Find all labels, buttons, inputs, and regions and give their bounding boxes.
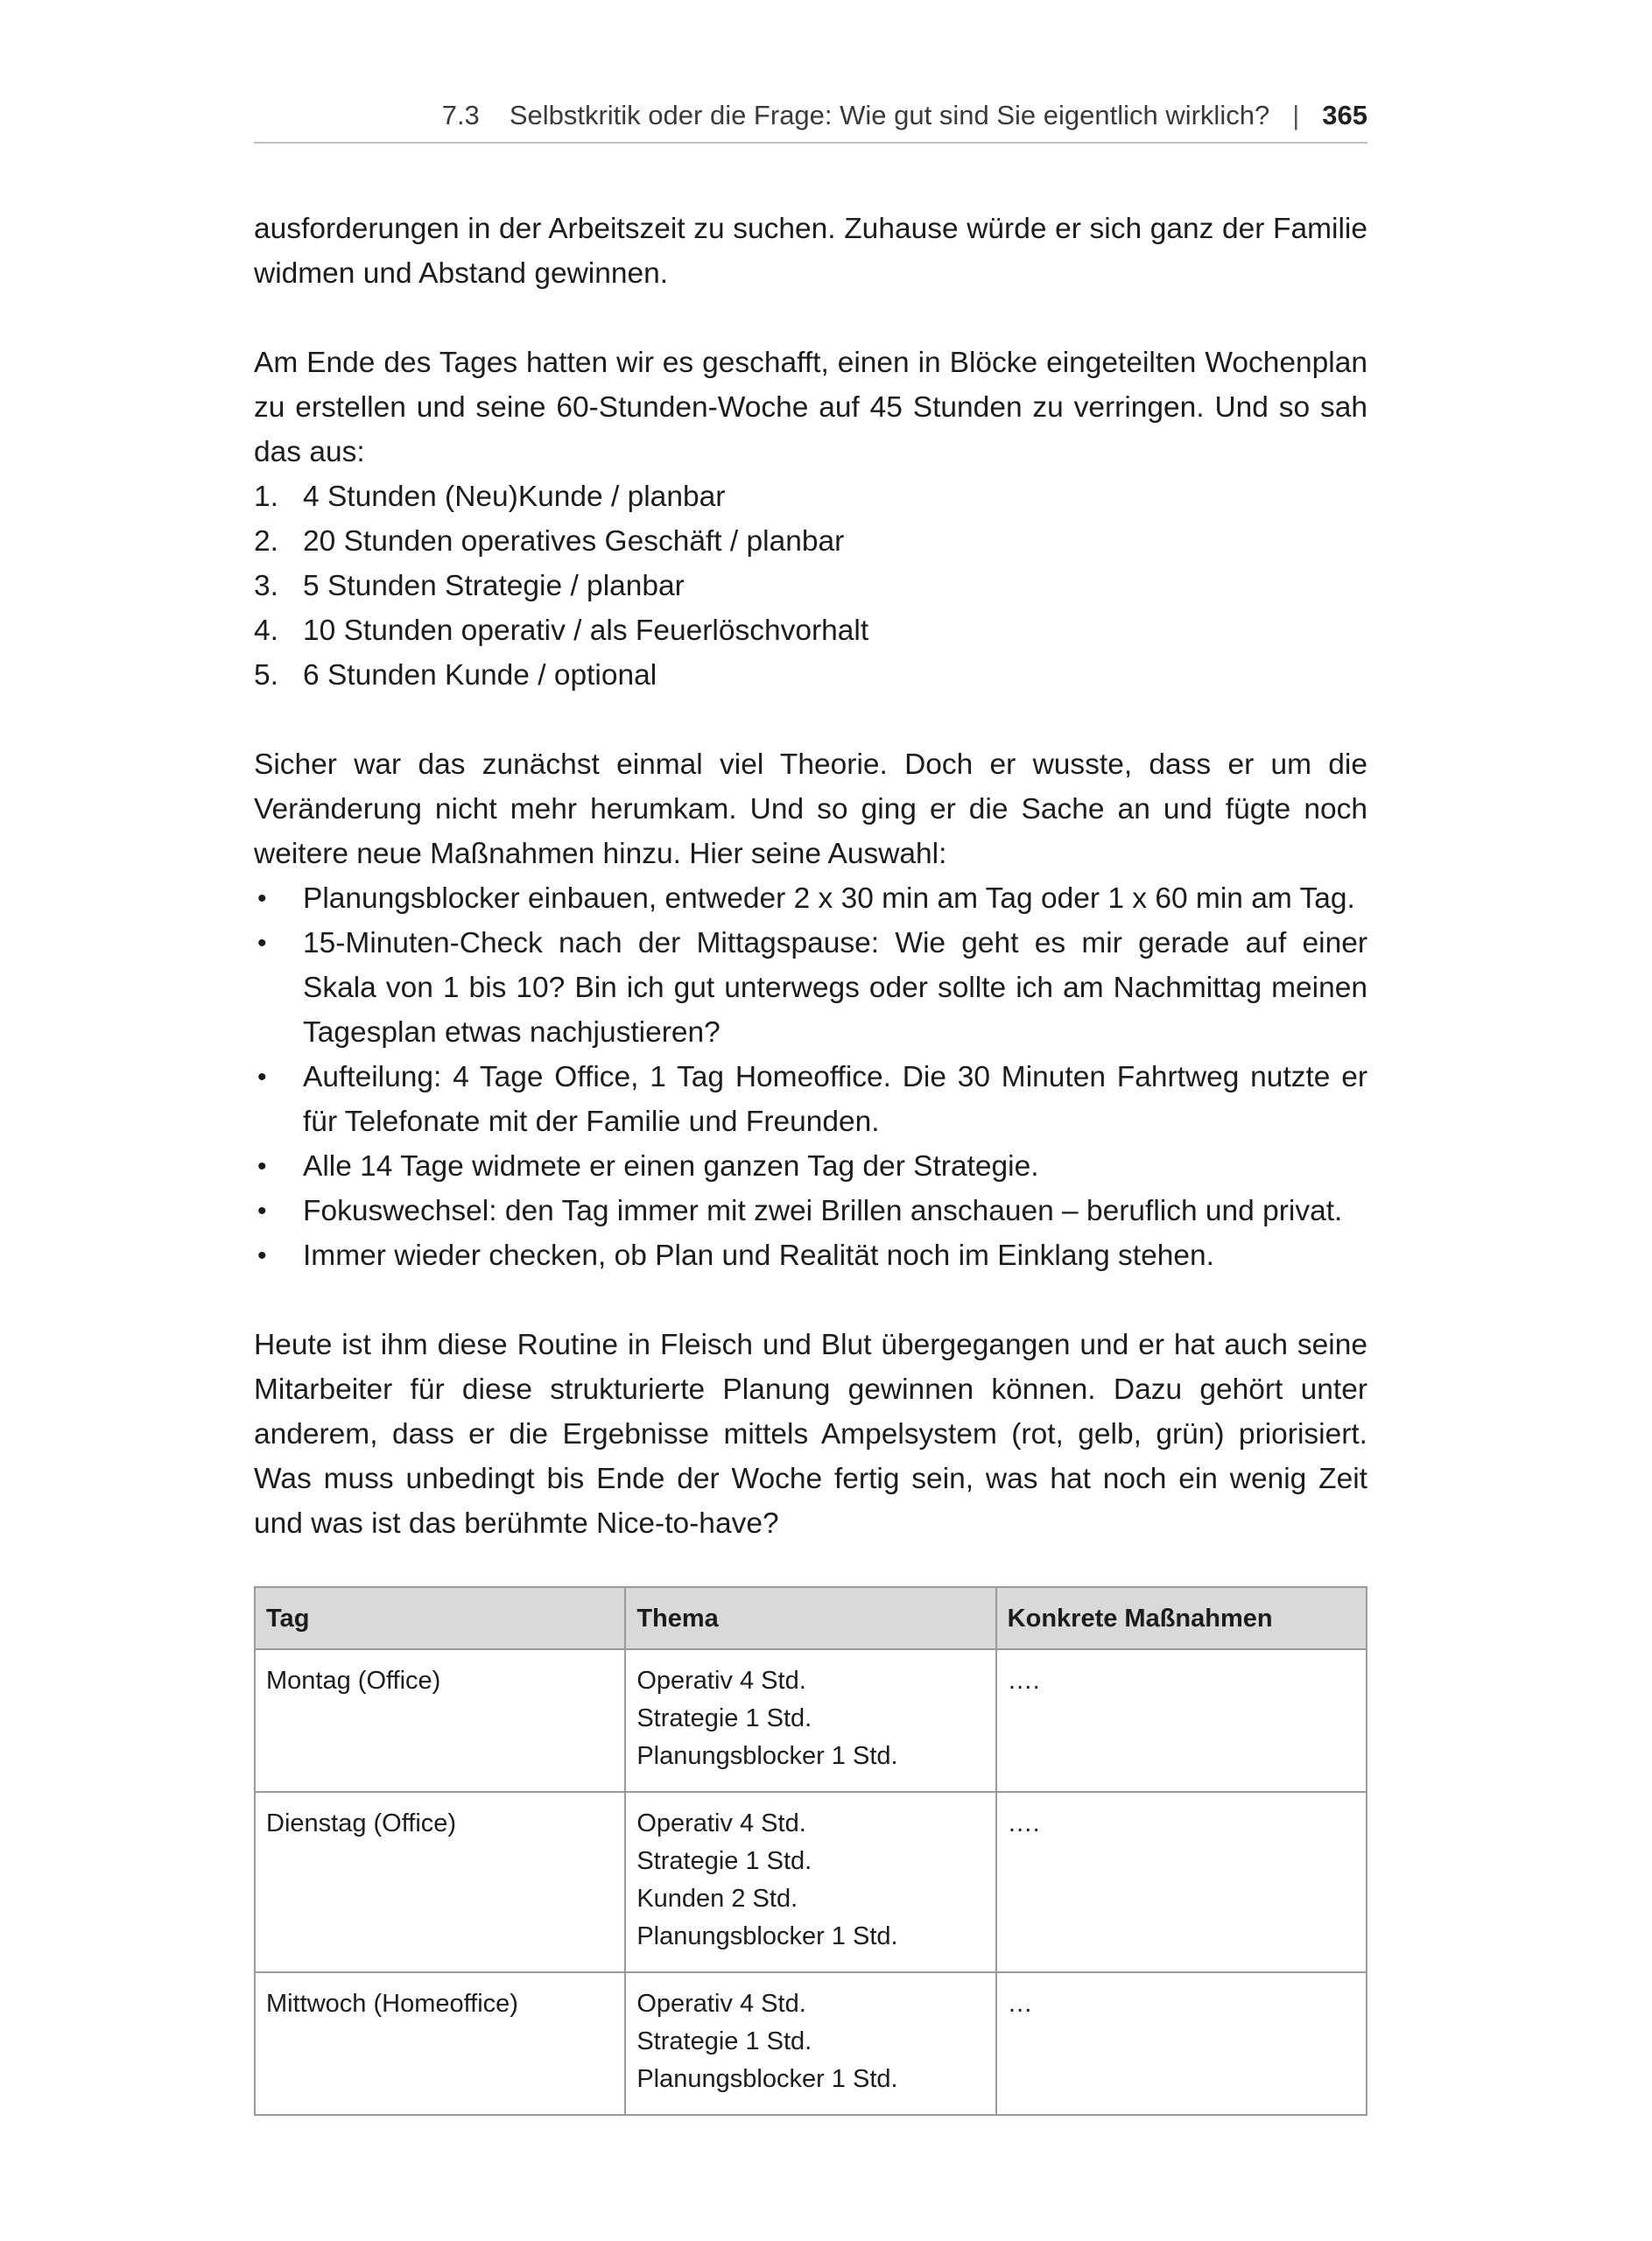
column-header: Konkrete Maßnahmen	[996, 1587, 1367, 1649]
list-item: • Fokuswechsel: den Tag immer mit zwei Brillen anschauen – beruflich und privat.	[257, 1195, 1343, 1227]
hours-list	[254, 474, 1367, 698]
measures-list	[254, 876, 1367, 1278]
table-row	[255, 1649, 1367, 1792]
section-title: Selbstkritik oder die Frage: Wie gut sind Sie eigentlich wirklich?	[509, 100, 1270, 130]
list-item: 2. 20 Stunden operatives Geschäft / planbar	[254, 525, 845, 558]
cell-topic: Operativ 4 Std. Strategie 1 Std. Planungsblocker 1 Std.	[625, 1649, 995, 1792]
list-item: 3. 5 Stunden Strategie / planbar	[254, 570, 685, 602]
weekly-plan-table	[254, 1586, 1367, 2116]
list-item: • 15-Minuten-Check nach der Mittagspause: Wie geht es mir gerade auf einer Skala von 1 bis 10? Bin ich gut unterwegs oder sollte ich am Nachmittag meinen Tagesplan etwas nachjustieren?	[257, 927, 1367, 1049]
cell-topic: Operativ 4 Std. Strategie 1 Std. Kunden 2 Std. Planungsblocker 1 Std.	[625, 1792, 995, 1972]
cell-measures: ….	[996, 1649, 1367, 1792]
page-number: 365	[1322, 100, 1367, 130]
column-header: Thema	[625, 1587, 995, 1649]
body-text	[254, 207, 1367, 1546]
column-header: Tag	[255, 1587, 625, 1649]
list-item: 4. 10 Stunden operativ / als Feuerlöschvorhalt	[254, 615, 869, 647]
cell-day: Dienstag (Office)	[255, 1792, 625, 1972]
list-item: 5. 6 Stunden Kunde / optional	[254, 659, 657, 692]
table-row	[255, 1972, 1367, 2115]
cell-day: Montag (Office)	[255, 1649, 625, 1792]
table-header-row	[255, 1587, 1367, 1649]
list-item: • Immer wieder checken, ob Plan und Realität noch im Einklang stehen.	[257, 1240, 1214, 1272]
table-row	[255, 1792, 1367, 1972]
list-item: • Alle 14 Tage widmete er einen ganzen Tag der Strategie.	[257, 1150, 1039, 1183]
paragraph-weekly-plan-intro: Am Ende des Tages hatten wir es geschafft, einen in Blöcke eingeteilten Wochenplan zu erstellen und seine 60-Stunden-Woche auf 45 Stunden zu verringen. Und so sah das aus:	[254, 347, 1367, 468]
list-item: • Planungsblocker einbauen, entweder 2 x 30 min am Tag oder 1 x 60 min am Tag.	[257, 882, 1355, 915]
section-number: 7.3	[441, 100, 480, 130]
cell-day: Mittwoch (Homeoffice)	[255, 1972, 625, 2115]
paragraph-continuation: ausforderungen in der Arbeitszeit zu suchen. Zuhause würde er sich ganz der Familie widmen und Abstand gewinnen.	[254, 213, 1367, 290]
cell-measures: …	[996, 1972, 1367, 2115]
paragraph-routine: Heute ist ihm diese Routine in Fleisch und Blut übergegangen und er hat auch seine Mitarbeiter für diese strukturierte Planung gewinnen können. Dazu gehört unter anderem, dass er die Ergebnisse mittels Ampelsystem (rot, gelb, grün) priorisiert. Was muss unbedingt bis Ende der Woche fertig sein, was hat noch ein wenig Zeit und was ist das berühmte Nice-to-have?	[254, 1329, 1367, 1540]
header-separator: |	[1292, 100, 1300, 130]
cell-topic: Operativ 4 Std. Strategie 1 Std. Planungsblocker 1 Std.	[625, 1972, 995, 2115]
cell-measures: ….	[996, 1792, 1367, 1972]
running-header	[254, 98, 1367, 144]
paragraph-measures-intro: Sicher war das zunächst einmal viel Theorie. Doch er wusste, dass er um die Veränderung nicht mehr herumkam. Und so ging er die Sache an und fügte noch weitere neue Maßnahmen hinzu. Hier seine Auswahl:	[254, 748, 1367, 870]
list-item: 1. 4 Stunden (Neu)Kunde / planbar	[254, 481, 726, 513]
list-item: • Aufteilung: 4 Tage Office, 1 Tag Homeoffice. Die 30 Minuten Fahrtweg nutzte er für Telefonate mit der Familie und Freunden.	[257, 1061, 1367, 1138]
